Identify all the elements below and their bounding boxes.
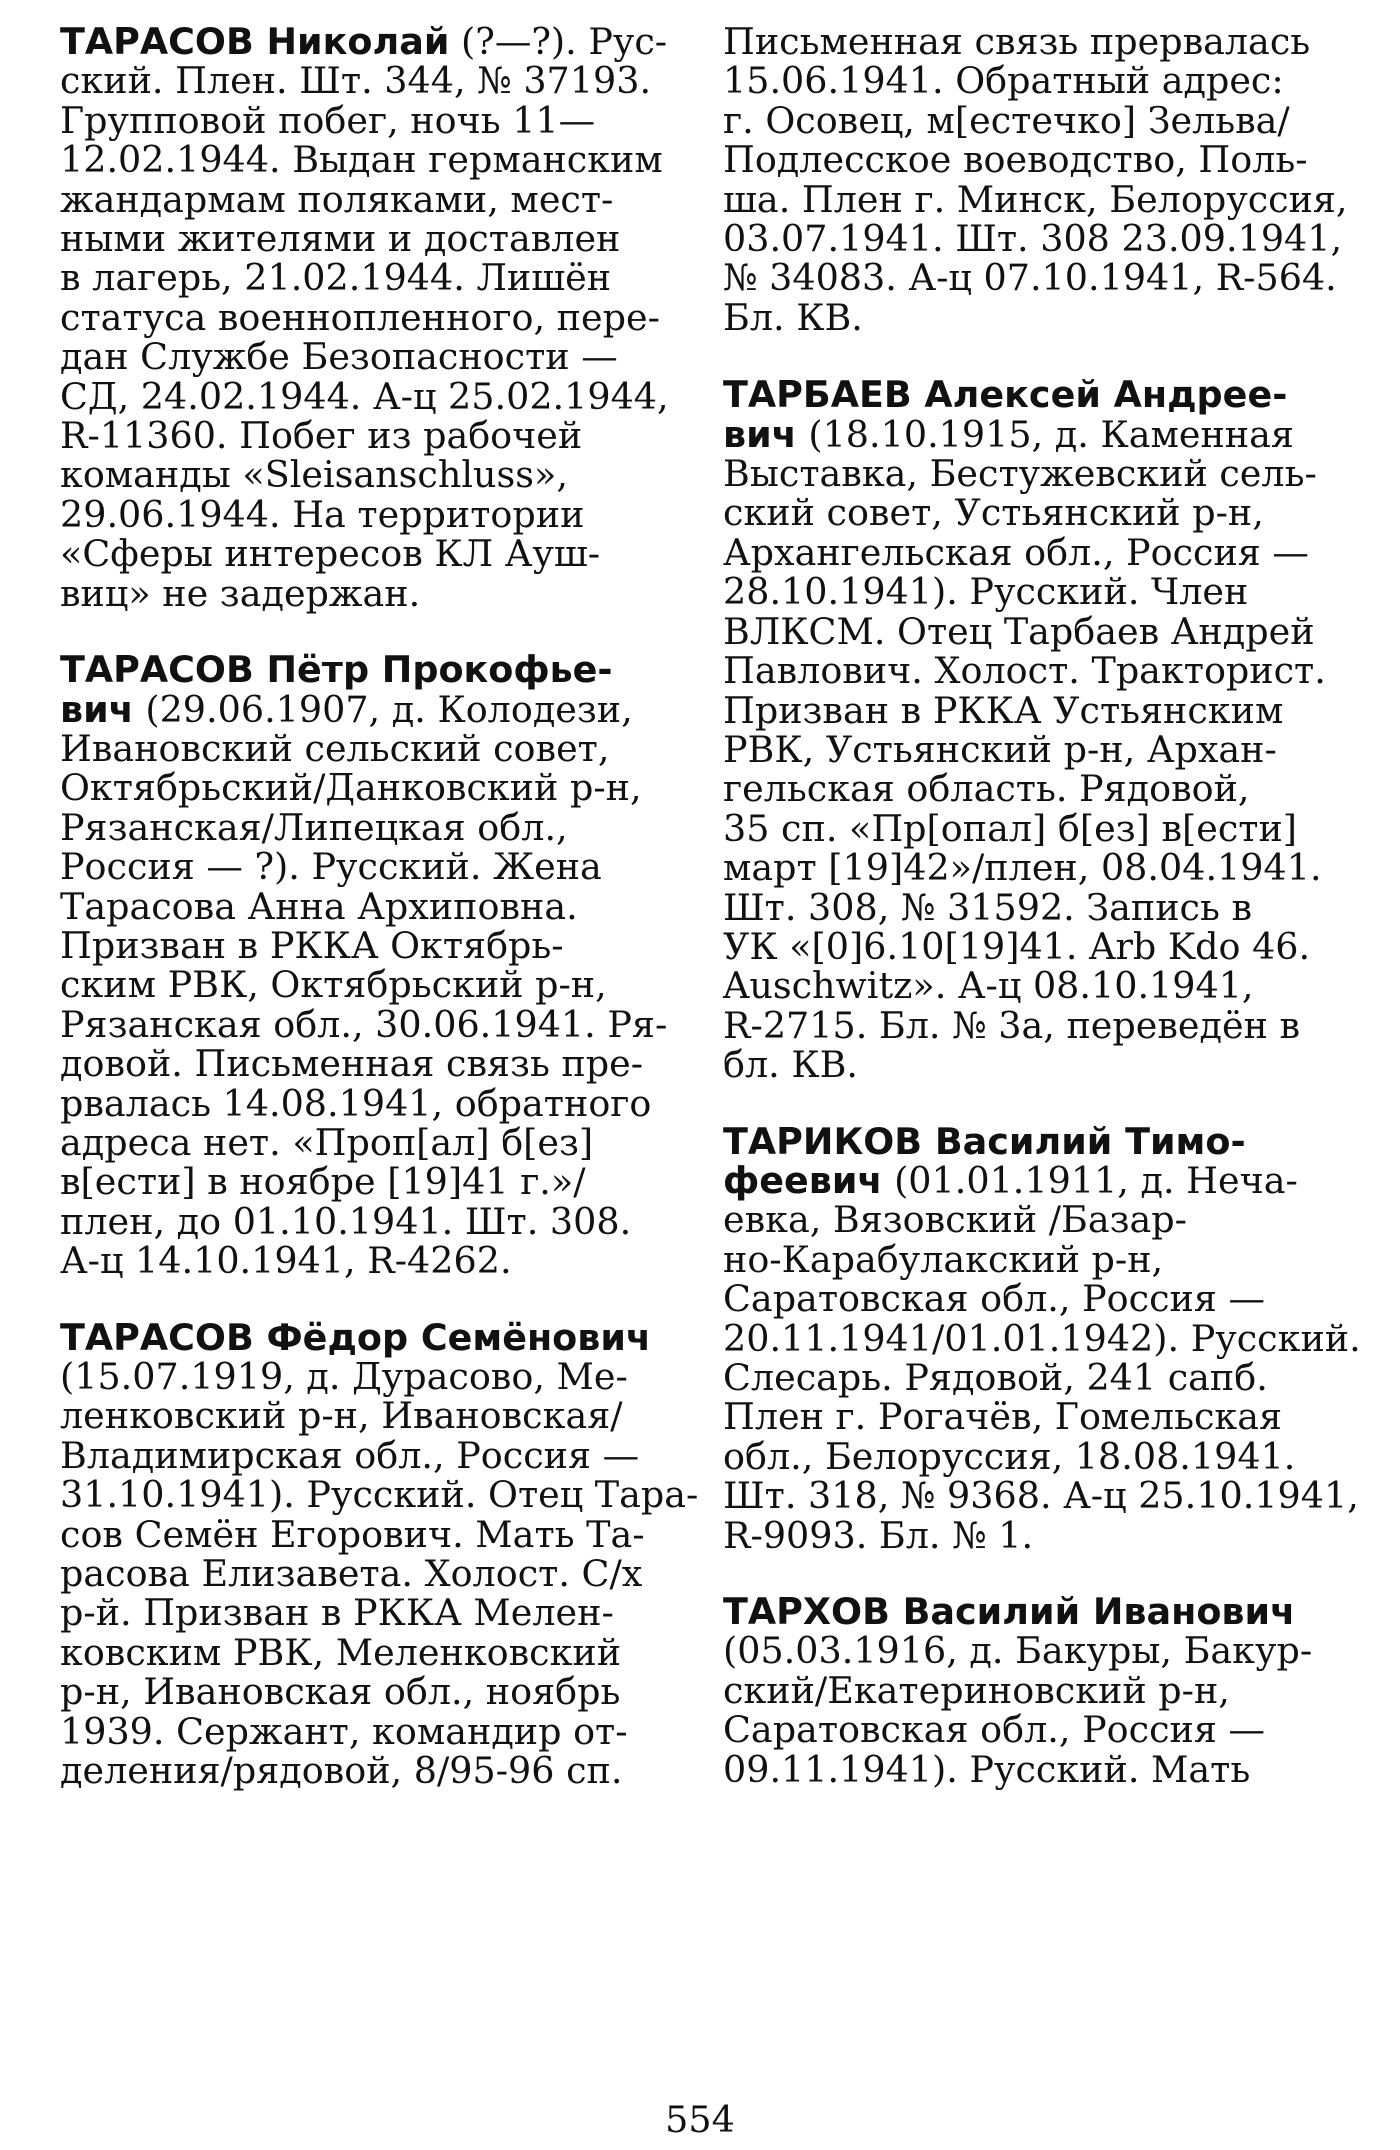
right-column: [723, 20, 1361, 1826]
entry-name: ТАРИКОВ Василий Тимо-: [723, 1119, 1246, 1163]
entry-line: R-11360. Побег из рабочей: [60, 414, 583, 458]
entry-line: R-9093. Бл. № 1.: [723, 1513, 1034, 1557]
entry-line: Призван в РККА Устьянским: [723, 688, 1284, 732]
entry-line: но-Карабулакский р-н,: [723, 1237, 1164, 1281]
entry-line: R-2715. Бл. № 3а, переведён в: [723, 1003, 1301, 1047]
entry-line: евка, Вязовский /Базар-: [723, 1198, 1187, 1242]
entry-line: Слесарь. Рядовой, 241 сапб.: [723, 1356, 1268, 1399]
entry-line: ленковский р-н, Ивановская/: [60, 1394, 623, 1438]
entry-line: 35 сп. «Пр[опал] б[ез] в[ести]: [723, 806, 1298, 850]
entry-line: март [19]42»/плен, 08.04.1941.: [723, 846, 1322, 890]
entry-line: вич (29.06.1907, д. Колодези,: [60, 687, 633, 731]
entry-line: адреса нет. «Проп[ал] б[ез]: [60, 1120, 594, 1164]
entry-name-continued: вич: [60, 687, 134, 731]
entry-line: Призван в РККА Октябрь-: [60, 923, 564, 967]
entry-tarasov-petr: [60, 650, 685, 1281]
entry-line: Auschwitz». А-ц 08.10.1941,: [723, 964, 1254, 1008]
entry-name: ТАРХОВ Василий Иванович: [723, 1590, 1296, 1634]
entry-line: (15.07.1919, д. Дурасово, Ме-: [60, 1355, 628, 1398]
entry-line: ский. Плен. Шт. 344, № 37193.: [60, 59, 652, 103]
entry-line: Октябрьский/Данковский р-н,: [60, 766, 642, 810]
entry-line: Ивановский сельский совет,: [60, 726, 610, 770]
entry-tarasov-nikolai: [60, 22, 685, 613]
entry-line: Групповой побег, ночь 11—: [60, 98, 596, 142]
entry-name: ТАРАСОВ Фёдор Семёнович: [60, 1315, 651, 1359]
entry-line: 31.10.1941). Русский. Отец Тара-: [60, 1473, 699, 1517]
entry-line: Архангельская обл., Россия —: [723, 530, 1309, 574]
entry-line: Выставка, Бестужевский сель-: [723, 452, 1317, 496]
entry-line: жандармам поляками, мест-: [60, 177, 614, 221]
entry-line: (05.03.1916, д. Бакуры, Бакур-: [723, 1629, 1313, 1673]
entry-line: феевич (01.01.1911, д. Нечa-: [723, 1158, 1298, 1202]
entry-line: в[ести] в ноябре [19]41 г.»/: [60, 1160, 586, 1204]
entry-line: Бл. КВ.: [723, 295, 863, 339]
entry-line: А-ц 14.10.1941, R-4262.: [60, 1239, 512, 1283]
entry-line: Письменная связь прервалась: [723, 20, 1311, 63]
entry-line: РВК, Устьянский р-н, Архан-: [723, 727, 1277, 771]
entry-tarbaev-aleksei: [723, 373, 1348, 1087]
entry-line: команды «Sleisanschluss»,: [60, 453, 568, 497]
entry-line: 28.10.1941). Русский. Член: [723, 570, 1249, 614]
entry-line: «Сферы интересов КЛ Ауш-: [60, 532, 601, 576]
entry-name-continued: вич: [723, 412, 797, 456]
entry-line: Подлесское воеводство, Поль-: [723, 138, 1308, 182]
entry-line: статуса военнопленного, пере-: [60, 295, 660, 339]
entry-line: дан Службе Безопасности —: [60, 335, 618, 379]
entry-line: Россия — ?). Русский. Жена: [60, 845, 602, 889]
entry-tarikov-vasilii: [723, 1119, 1361, 1557]
entry-line: ковским РВК, Меленковский: [60, 1630, 622, 1674]
entry-line: Шт. 308, № 31592. Запись в: [723, 885, 1253, 929]
entry-tarasov-fedor: [60, 1315, 699, 1793]
entry-line: УК «[0]6.10[19]41. Arb Kdo 46.: [723, 924, 1311, 968]
entry-line: 03.07.1941. Шт. 308 23.09.1941,: [723, 217, 1343, 261]
entry-line: Рязанская обл., 30.06.1941. Ря-: [60, 1002, 668, 1046]
entry-line: Павлович. Холост. Тракторист.: [723, 649, 1326, 693]
entry-line: рвалась 14.08.1941, обратного: [60, 1081, 652, 1125]
entry-line: расова Елизавета. Холост. С/х: [60, 1552, 643, 1596]
entry-line: ша. Плен г. Минск, Белоруссия,: [723, 177, 1348, 221]
entry-line: 29.06.1944. На территории: [60, 492, 585, 536]
entry-tarkhov-vasilii: [723, 1592, 1348, 1789]
entry-line: 12.02.1944. Выдан германским: [60, 138, 663, 182]
entry-line: гельская область. Рядовой,: [723, 767, 1250, 811]
entry-line: Рязанская/Липецкая обл.,: [60, 805, 568, 849]
entry-line: ский совет, Устьянский р-н,: [723, 491, 1264, 535]
entry-line: деления/рядовой, 8/95-96 сп.: [60, 1749, 623, 1793]
entry-continuation: [723, 22, 1348, 337]
entry-line: ТАРАСОВ Николай (?—?). Рус-: [60, 20, 668, 63]
entry-name-continued: феевич: [723, 1158, 883, 1202]
entry-name: ТАРАСОВ Пётр Прокофье-: [60, 648, 613, 692]
entry-line: ными жителями и доставлен: [60, 217, 621, 261]
entry-line: 1939. Сержант, командир от-: [60, 1709, 628, 1753]
entry-line: бл. КВ.: [723, 1043, 859, 1087]
entry-line: № 34083. А-ц 07.10.1941, R-564.: [723, 256, 1337, 300]
entry-line: довой. Письменная связь пре-: [60, 1042, 644, 1086]
page-number: 554: [665, 2098, 735, 2141]
entry-line: ский/Екатериновский р-н,: [723, 1668, 1230, 1712]
entry-name: ТАРАСОВ Николай: [60, 20, 450, 63]
entry-line: ВЛКСМ. Отец Тарбаев Андрей: [723, 609, 1315, 653]
entry-line: в лагерь, 21.02.1944. Лишён: [60, 256, 612, 300]
entry-line: Шт. 318, № 9368. А-ц 25.10.1941,: [723, 1474, 1359, 1518]
entry-name: ТАРБАЕВ Алексей Андрее-: [723, 373, 1288, 417]
entry-line: плен, до 01.10.1941. Шт. 308.: [60, 1199, 632, 1243]
entry-line: 15.06.1941. Обратный адрес:: [723, 59, 1284, 103]
entry-line: р-н, Ивановская обл., ноябрь: [60, 1670, 621, 1714]
entry-line: Саратовская обл., Россия —: [723, 1708, 1265, 1752]
entry-line: виц» не задержан.: [60, 571, 421, 615]
entry-line: СД, 24.02.1944. А-ц 25.02.1944,: [60, 374, 669, 418]
entry-line: г. Осовец, м[естечко] Зельва/: [723, 98, 1290, 142]
entry-line: сов Семён Егорович. Мать Та-: [60, 1512, 645, 1556]
entry-line: ским РВК, Октябрьский р-н,: [60, 963, 607, 1007]
entry-line: 09.11.1941). Русский. Мать: [723, 1747, 1251, 1791]
entry-line: Тарасова Анна Архиповна.: [60, 884, 578, 928]
entry-line: р-й. Призван в РККА Мелен-: [60, 1591, 614, 1635]
entry-line: вич (18.10.1915, д. Каменная: [723, 412, 1294, 456]
entry-line: обл., Белоруссия, 18.08.1941.: [723, 1434, 1296, 1478]
entry-line: Саратовская обл., Россия —: [723, 1277, 1265, 1321]
left-column: [60, 20, 699, 1827]
entry-line: 20.11.1941/01.01.1942). Русский.: [723, 1316, 1361, 1360]
entry-line: Владимирская обл., Россия —: [60, 1433, 640, 1477]
entry-line: Плен г. Рогачёв, Гомельская: [723, 1395, 1283, 1439]
